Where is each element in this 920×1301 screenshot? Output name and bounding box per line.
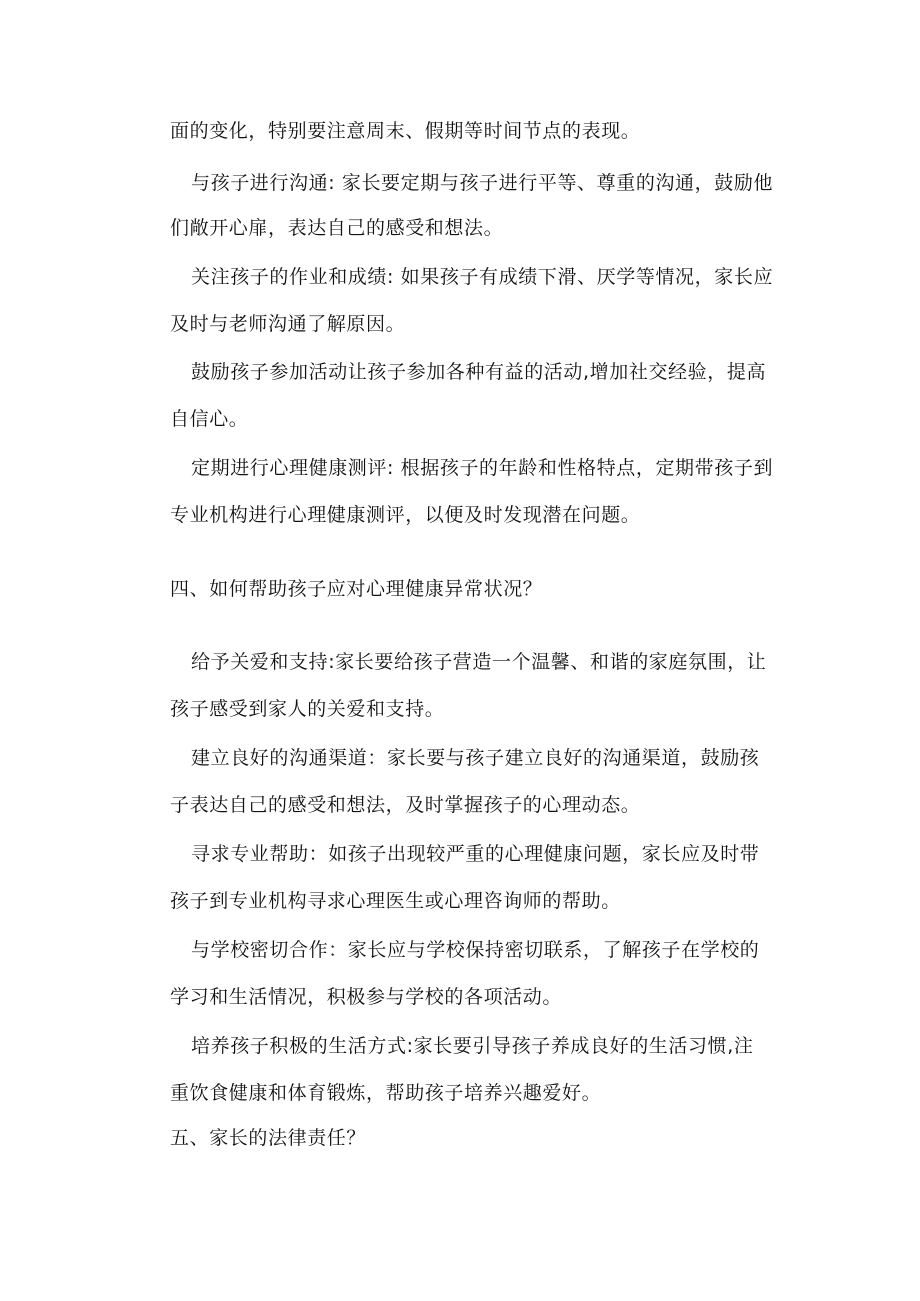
paragraph-line: 专业机构进行心理健康测评，以便及时发现潜在问题。	[170, 504, 641, 526]
paragraph-line: 建立良好的沟通渠道：家长要与孩子建立良好的沟通渠道，鼓励孩	[191, 747, 760, 769]
paragraph-line: 鼓励孩子参加活动让孩子参加各种有益的活动,增加社交经验，提高	[191, 361, 767, 383]
section-heading: 四、如何帮助孩子应对心理健康异常状况？	[170, 578, 543, 600]
paragraph-line: 们敞开心扉，表达自己的感受和想法。	[170, 217, 504, 239]
paragraph-line: 及时与老师沟通了解原因。	[170, 313, 406, 335]
paragraph-line: 与孩子进行沟通: 家长要定期与孩子进行平等、尊重的沟通，鼓励他	[191, 172, 774, 194]
paragraph-line: 自信心。	[170, 408, 249, 430]
section-heading: 五、家长的法律责任？	[170, 1127, 367, 1149]
paragraph-line: 面的变化，特别要注意周末、假期等时间节点的表现。	[170, 120, 641, 142]
paragraph-line: 给予关爱和支持:家长要给孩子营造一个温馨、和谐的家庭氛围，让	[191, 651, 767, 673]
paragraph-line: 关注孩子的作业和成绩: 如果孩子有成绩下滑、厌学等情况，家长应	[191, 266, 774, 288]
paragraph-line: 学习和生活情况，积极参与学校的各项活动。	[170, 986, 563, 1008]
paragraph-line: 子表达自己的感受和想法，及时掌握孩子的心理动态。	[170, 794, 641, 816]
paragraph-line: 孩子感受到家人的关爱和支持。	[170, 698, 445, 720]
paragraph-line: 重饮食健康和体育锻炼，帮助孩子培养兴趣爱好。	[170, 1082, 602, 1104]
paragraph-line: 定期进行心理健康测评: 根据孩子的年龄和性格特点，定期带孩子到	[191, 457, 774, 479]
paragraph-line: 孩子到专业机构寻求心理医生或心理咨询师的帮助。	[170, 890, 621, 912]
paragraph-line: 培养孩子积极的生活方式:家长要引导孩子养成良好的生活习惯,注	[191, 1035, 754, 1057]
paragraph-line: 寻求专业帮助：如孩子出现较严重的心理健康问题，家长应及时带	[191, 843, 760, 865]
paragraph-line: 与学校密切合作：家长应与学校保持密切联系，了解孩子在学校的	[191, 939, 760, 961]
